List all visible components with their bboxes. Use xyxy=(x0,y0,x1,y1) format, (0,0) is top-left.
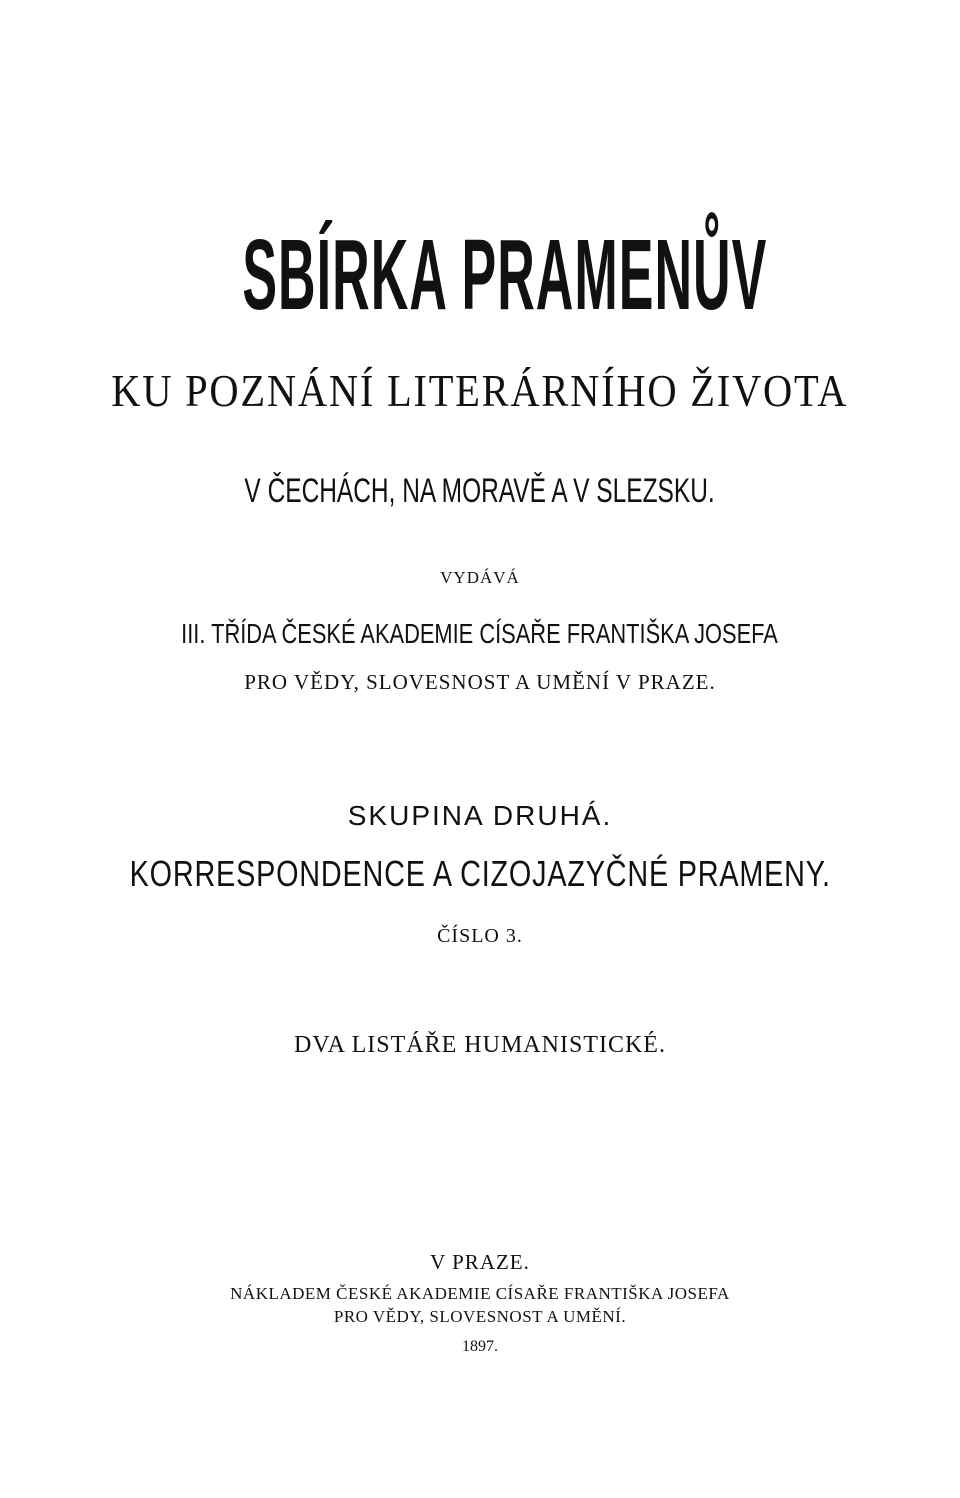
main-title-line xyxy=(0,219,960,331)
academy-line-wrap xyxy=(0,620,960,648)
group-label: SKUPINA DRUHÁ. xyxy=(347,800,613,831)
subtitle-2: V ČECHÁCH, NA MORAVĚ A V SLEZSKU. xyxy=(244,472,716,510)
work-title: DVA LISTÁŘE HUMANISTICKÉ. xyxy=(294,1032,666,1058)
imprint-publisher-line-1: NÁKLADEM ČESKÉ AKADEMIE CÍSAŘE FRANTIŠKA JOSEFA xyxy=(230,1284,730,1303)
imprint-city: V PRAZE. xyxy=(430,1250,530,1274)
academy-subline: PRO VĚDY, SLOVESNOST A UMĚNÍ V PRAZE. xyxy=(244,670,716,694)
series-title: KORRESPONDENCE A CIZOJAZYČNÉ PRAMENY. xyxy=(129,853,831,894)
academy-line: III. TŘÍDA ČESKÉ AKADEMIE CÍSAŘE FRANTIŠKA JOSEFA xyxy=(181,618,779,649)
series-title-wrap xyxy=(0,853,960,894)
number-label: ČÍSLO 3. xyxy=(437,925,523,947)
subtitle-line-2 xyxy=(0,474,960,508)
subtitle-line-1 xyxy=(0,365,960,416)
subtitle-1: KU POZNÁNÍ LITERÁRNÍHO ŽIVOTA xyxy=(111,365,849,416)
imprint-year: 1897. xyxy=(462,1338,498,1355)
imprint-publisher-line-2: PRO VĚDY, SLOVESNOST A UMĚNÍ. xyxy=(333,1307,627,1326)
publisher-label: VYDÁVÁ xyxy=(440,568,520,587)
main-title: SBÍRKA PRAMENŮV xyxy=(242,219,768,331)
